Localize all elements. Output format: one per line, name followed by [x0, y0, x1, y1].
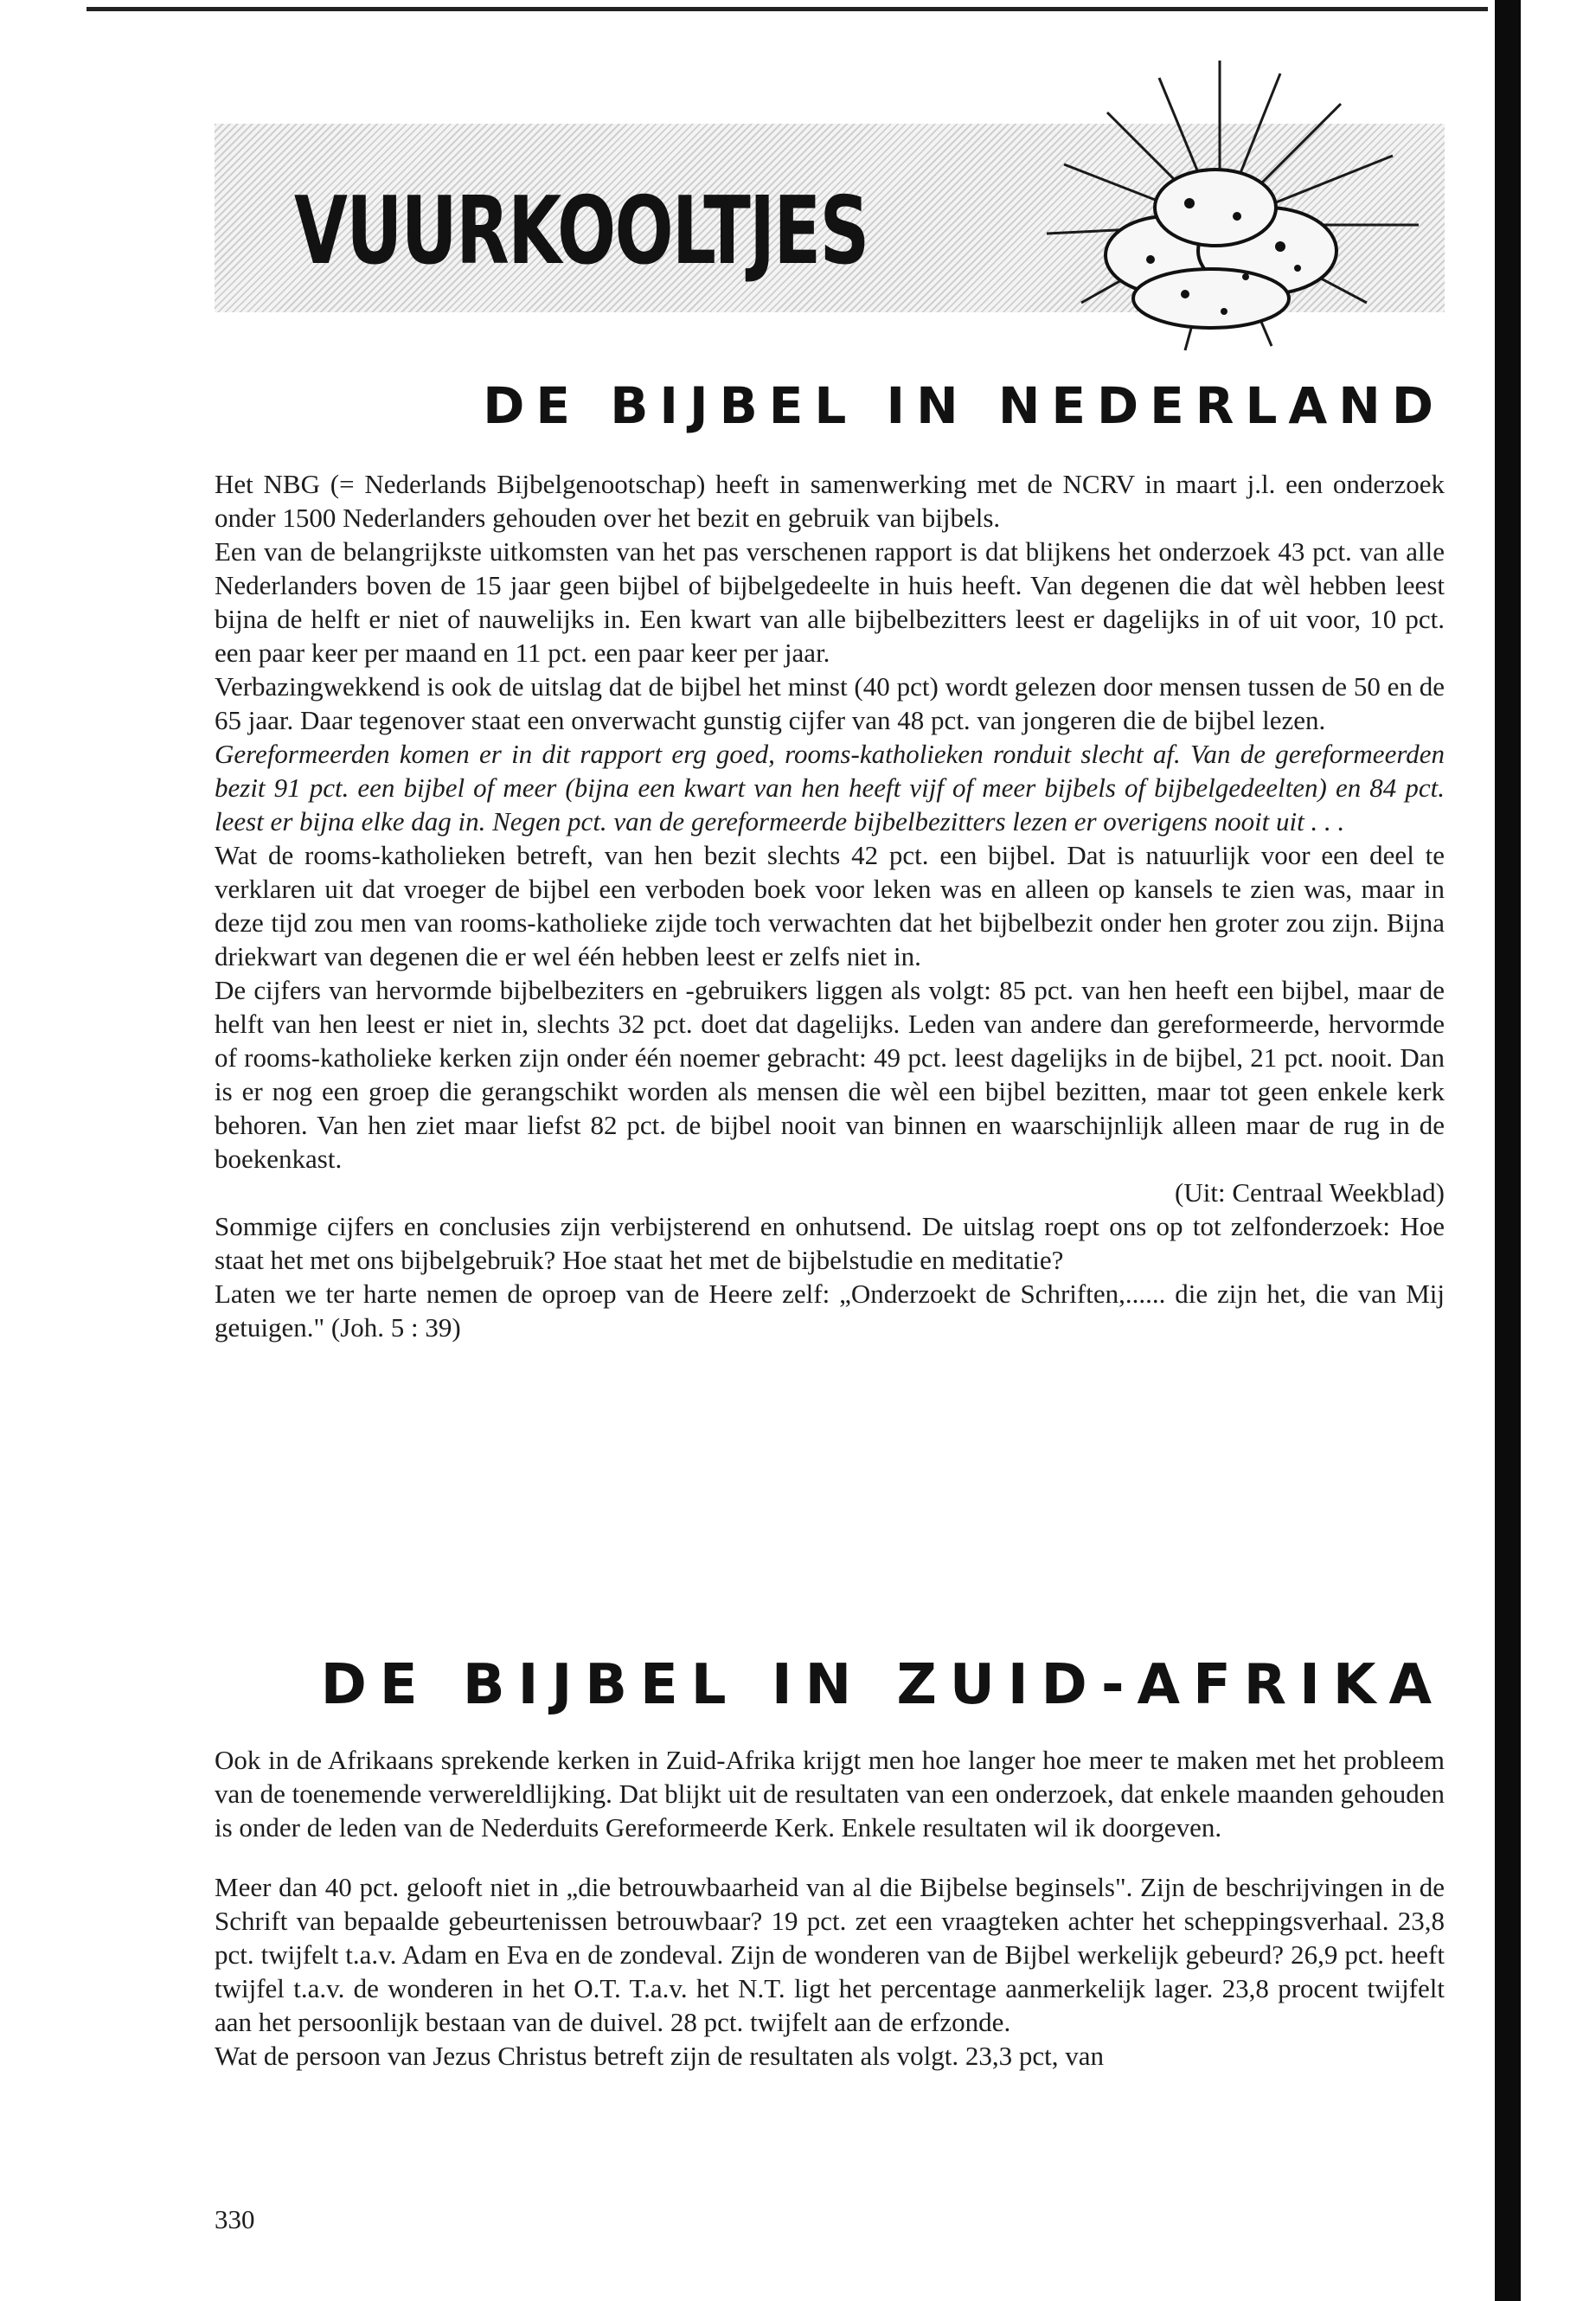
paragraph: Laten we ter harte nemen de oproep van de Heere zelf: „Onderzoekt de Schriften,...... die zijn het, die van Mij getuigen." (Joh. 5 : 39) — [215, 1279, 1445, 1343]
paragraph: Meer dan 40 pct. gelooft niet in „die betrouwbaarheid van al die Bijbelse beginsels". Zijn de beschrijvingen in de Schrift van bepaalde gebeurtenissen betrouwbaar? 19 pct. zet een vraagteken achter het scheppingsverhaal. 23,8 pct. twijfelt t.a.v. Adam en Eva en de zondeval. Zijn de wonderen van de Bijbel werkelijk gebeurd? 26,9 pct. heeft twijfel t.a.v. de wonderen in het O.T. T.a.v. het N.T. ligt het percentage aanmerkelijk lager. 23,8 procent twijfelt aan het persoonlijk bestaan van de duivel. 28 pct. twijfelt aan de erfzonde. — [215, 1872, 1445, 2037]
paragraph: Sommige cijfers en conclusies zijn verbijsterend en onhutsend. De uitslag roept ons op tot zelfonderzoek: Hoe staat het met ons bijbelgebruik? Hoe staat het met de bijbelstudie en meditatie? — [215, 1211, 1445, 1275]
scan-edge — [1495, 0, 1521, 2301]
burning-coals-icon — [986, 52, 1453, 355]
page-number: 330 — [215, 2204, 255, 2234]
section-heading-zuid-afrika: DE BIJBEL IN ZUID-AFRIKA — [320, 1653, 1445, 1717]
paragraph: De cijfers van hervormde bijbelbeziters en -gebruikers liggen als volgt: 85 pct. van hen heeft een bijbel, maar de helft van hen leest er niet in, slechts 32 pct. doet dat dagelijks. Leden van andere dan gereformeerde, hervormde of rooms-katholieke kerken zijn onder één noemer gebracht: 49 pct. leest dagelijks in de bijbel, 21 pct. nooit. Dan is er nog een groep die gerangschikt worden als mensen die wèl een bijbel bezitten, maar tot geen enkele kerk behoren. Van hen ziet maar liefst 82 pct. de bijbel nooit van binnen en waarschijnlijk alleen maar de rug in de boekenkast. — [215, 975, 1445, 1174]
paragraph-italic: Gereformeerden komen er in dit rapport erg goed, rooms-katholieken ronduit slecht af. Van de gereformeerden bezit 91 pct. een bijbel of meer (bijna een kwart van hen heeft vijf of meer bijbels of bijbelgedeelten) en 84 pct. leest er bijna elke dag in. Negen pct. van de gereformeerde bijbelbezitters lezen er overigens nooit uit . . . — [215, 739, 1445, 836]
section-heading-nederland: DE BIJBEL IN NEDERLAND — [483, 376, 1445, 435]
paragraph: Wat de rooms-katholieken betreft, van hen bezit slechts 42 pct. een bijbel. Dat is natuurlijk voor een deel te verklaren uit dat vroeger de bijbel een verboden boek voor leken was en alleen op kansels te zien was, maar in deze tijd zou men van rooms-katholieke zijde toch verwachten dat het bijbelbezit onder hen groter zou zijn. Bijna driekwart van degenen die er wel één hebben leest er zelfs niet in. — [215, 840, 1445, 971]
paragraph: Een van de belangrijkste uitkomsten van het pas verschenen rapport is dat blijkens het onderzoek 43 pct. van alle Nederlanders boven de 15 jaar geen bijbel of bijbelgedeelte in huis heeft. Van degenen die dat wèl hebben leest bijna de helft er niet of nauwelijks in. Een kwart van alle bijbelbezitters leest er dagelijks in of uit voor, 10 pct. een paar keer per maand en 11 pct. een paar keer per jaar. — [215, 536, 1445, 668]
paragraph: Het NBG (= Nederlands Bijbelgenootschap) heeft in samenwerking met de NCRV in maart j.l. een onderzoek onder 1500 Nederlanders gehouden over het bezit en gebruik van bijbels. — [215, 469, 1445, 533]
top-rule — [87, 7, 1488, 11]
paragraph: Verbazingwekkend is ook de uitslag dat de bijbel het minst (40 pct) wordt gelezen door mensen tussen de 50 en de 65 jaar. Daar tegenover staat een onverwacht gunstig cijfer van 48 pct. van jongeren die de bijbel lezen. — [215, 671, 1445, 735]
source-citation: (Uit: Centraal Weekblad) — [1175, 1177, 1445, 1208]
paragraph: Wat de persoon van Jezus Christus betreft zijn de resultaten als volgt. 23,3 pct, van — [215, 2041, 1104, 2071]
column-title: VUURKOOLTJES — [294, 177, 869, 285]
paragraph: Ook in de Afrikaans sprekende kerken in Zuid-Afrika krijgt men hoe langer hoe meer te maken met het probleem van de toenemende verwereldlijking. Dat blijkt uit de resultaten van een onderzoek, dat enkele maanden gehouden is onder de leden van de Nederduits Gereformeerde Kerk. Enkele resultaten wil ik doorgeven. — [215, 1745, 1445, 1843]
article-body-nederland — [215, 467, 1445, 1344]
article-body-zuid-afrika — [215, 1743, 1445, 2073]
